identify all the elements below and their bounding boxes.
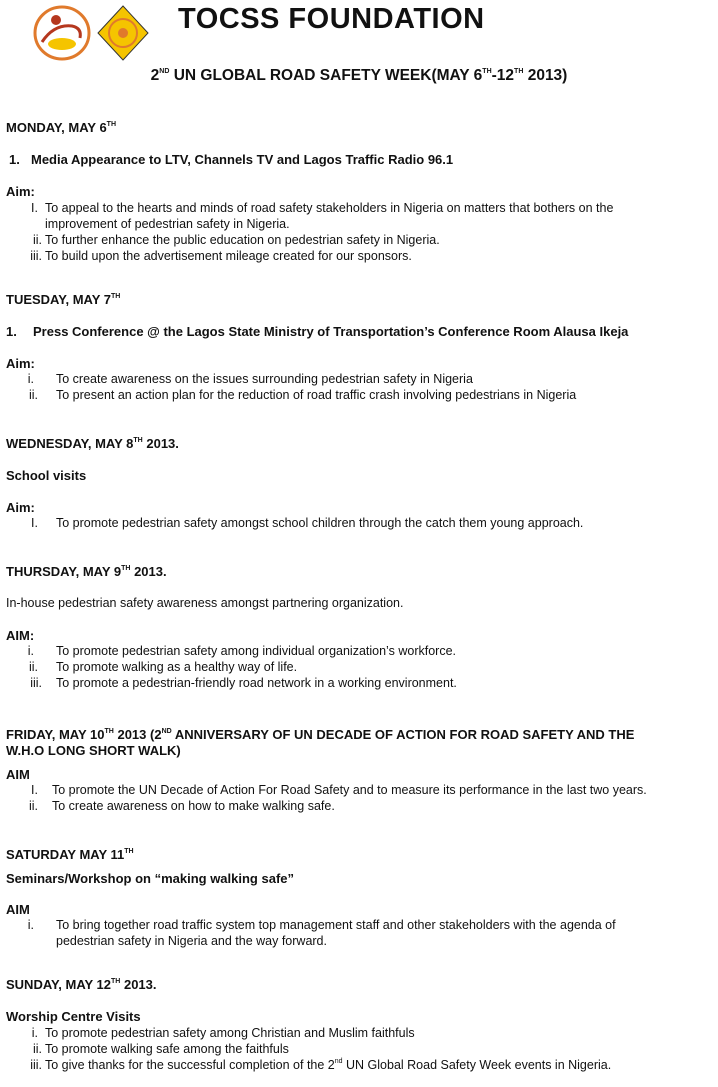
saturday-item: Seminars/Workshop on “making walking safe”: [6, 871, 294, 886]
tuesday-item: Press Conference @ the Lagos State Ministry of Transportation’s Conference Room Alausa Ikeja: [33, 324, 629, 339]
page-subtitle: 2ND UN GLOBAL ROAD SAFETY WEEK(MAY 6TH-12TH 2013): [150, 67, 568, 84]
tuesday-aim-label: Aim:: [6, 356, 35, 371]
list-number: i.: [27, 918, 34, 932]
list-number: ii.: [28, 660, 38, 674]
list-item: To create awareness on how to make walking safe.: [52, 799, 335, 813]
sunday-heading: SUNDAY, MAY 12TH 2013.: [6, 977, 157, 992]
thursday-aim-label: AIM:: [6, 628, 35, 643]
list-item: To promote pedestrian safety among Christian and Muslim faithfuls: [45, 1026, 415, 1040]
page-title: TOCSS FOUNDATION: [178, 3, 485, 35]
list-item: To give thanks for the successful completion of the 2nd UN Global Road Safety Week events in Nigeria.: [45, 1057, 612, 1072]
saturday-aim-label: AIM: [6, 902, 30, 917]
saturday-heading: SATURDAY MAY 11TH: [6, 847, 134, 862]
list-item: improvement of pedestrian safety in Nigeria.: [45, 217, 290, 231]
tocss-logo-icon: [32, 4, 92, 62]
list-number: ii.: [28, 388, 38, 402]
list-number: iii.: [30, 249, 42, 263]
list-number: iii.: [30, 676, 42, 690]
tuesday-heading: TUESDAY, MAY 7TH: [6, 292, 121, 307]
list-number: ii.: [28, 799, 38, 813]
monday-heading: MONDAY, MAY 6TH: [6, 120, 117, 135]
list-number: I.: [31, 201, 38, 215]
wednesday-heading: WEDNESDAY, MAY 8TH 2013.: [6, 436, 179, 451]
list-item: To promote the UN Decade of Action For Road Safety and to measure its performance in the last two years.: [52, 783, 647, 797]
sunday-item: Worship Centre Visits: [6, 1009, 141, 1024]
list-number: ii.: [32, 233, 42, 247]
list-item: To create awareness on the issues surrounding pedestrian safety in Nigeria: [56, 372, 473, 386]
list-number: iii.: [30, 1058, 42, 1072]
wednesday-item: School visits: [6, 468, 87, 483]
list-item: To promote pedestrian safety amongst school children through the catch them young approach.: [56, 516, 584, 530]
monday-item-number: 1.: [9, 152, 20, 167]
wednesday-aim-label: Aim:: [6, 500, 35, 515]
monday-aim-label: Aim:: [6, 184, 35, 199]
list-item: To further enhance the public education on pedestrian safety in Nigeria.: [45, 233, 440, 247]
list-item: To present an action plan for the reduction of road traffic crash involving pedestrians in Nigeria: [56, 388, 577, 402]
thursday-heading: THURSDAY, MAY 9TH 2013.: [6, 564, 167, 579]
road-safety-sign-icon: [96, 4, 150, 62]
list-item: To promote pedestrian safety among individual organization’s workforce.: [56, 644, 456, 658]
list-item: To promote a pedestrian-friendly road network in a working environment.: [56, 676, 457, 690]
list-item: To bring together road traffic system top management staff and other stakeholders with the agenda of: [56, 918, 616, 932]
list-item: To appeal to the hearts and minds of road safety stakeholders in Nigeria on matters that bothers on the: [45, 201, 614, 215]
list-item: To promote walking as a healthy way of life.: [56, 660, 298, 674]
list-item: To promote walking safe among the faithfuls: [45, 1042, 289, 1056]
list-number: i.: [27, 644, 34, 658]
friday-aim-label: AIM: [6, 767, 30, 782]
list-number: i.: [27, 372, 34, 386]
list-number: I.: [31, 516, 38, 530]
friday-heading-line2: W.H.O LONG SHORT WALK): [6, 743, 181, 758]
monday-item: Media Appearance to LTV, Channels TV and Lagos Traffic Radio 96.1: [31, 152, 454, 167]
list-item: To build upon the advertisement mileage created for our sponsors.: [45, 249, 412, 263]
thursday-item: In-house pedestrian safety awareness amongst partnering organization.: [6, 596, 404, 610]
list-number: I.: [31, 783, 38, 797]
tuesday-item-number: 1.: [6, 324, 17, 339]
list-number: i.: [31, 1026, 38, 1040]
list-item: pedestrian safety in Nigeria and the way forward.: [56, 934, 327, 948]
friday-heading: FRIDAY, MAY 10TH 2013 (2ND ANNIVERSARY OF UN DECADE OF ACTION FOR ROAD SAFETY AND THE: [6, 727, 635, 742]
list-number: ii.: [32, 1042, 42, 1056]
